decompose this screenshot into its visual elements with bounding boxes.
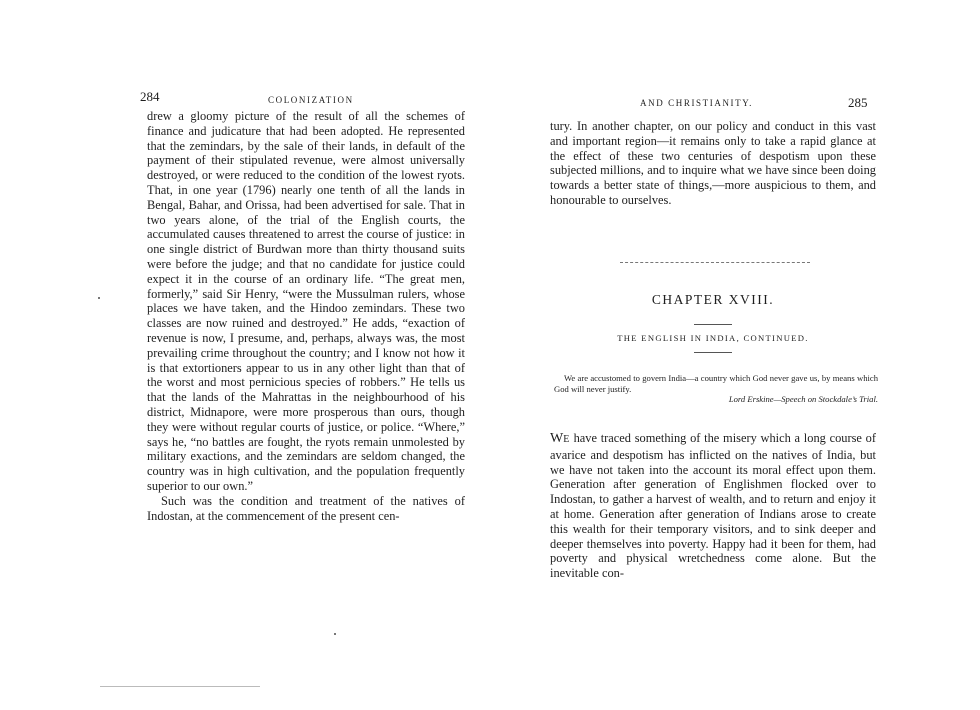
subtitle-rule	[694, 352, 732, 353]
drop-word-rest: E	[563, 434, 570, 445]
closing-paragraph	[550, 431, 876, 581]
running-head: AND CHRISTIANITY.	[640, 98, 754, 108]
scan-speck	[98, 297, 100, 299]
drop-word-initial: W	[550, 431, 564, 446]
body-text	[147, 109, 465, 523]
scan-speck	[334, 633, 336, 635]
epigraph	[554, 373, 878, 405]
paragraph: drew a gloomy picture of the result of all the schemes of finance and judicature that had been adopted. He represented that the zemindars, by the sale of their lands, in default of the payment of their stipulated revenue, were almost universally destroyed, or were reduced to the condition of the lowest ryots. That, in one year (1796) nearly one tenth of all the lands in Bengal, Bahar, and Orissa, had been advertised for sale. That in two years alone, of the trial of the English courts, the accumulated causes threatened to arrest the course of justice: in one single district of Burdwan more than thirty thousand suits were before the judge; and that no candidate for justice could expect it in the course of an ordinary life. “The great men, formerly,” said Sir Henry, “were the Mussulman rulers, whose places we have taken, and the Hindoo zemindars. These two classes are now ruined and destroyed.” He adds, “exaction of revenue is now, I presume, and, perhaps, always was, the most prevailing crime throughout the country; and I know not how it is that extortioners appear to us in any other light than that of the worst and most pernicious species of robbers.” He tells us that the lands of the Mahrattas in the neighbourhood of his district, Midnapore, were more prosperous than ours, though they were without regular courts of justice, or police. “Where,” says he, “no battles are fought, the ryots remain unmolested by military exactions, and the zemindars are seldom changed, the country was in high cultivation, and the population frequently superior to our own.”	[147, 109, 465, 493]
opening-paragraph: tury. In another chapter, on our policy and conduct in this vast and important region—it remains only to take a rapid glance at the effect of these two centuries of despotism upon these subjected millions, and to inquire what we have since been doing towards a better state of things,—more auspicious to them, and honourable to ourselves.	[550, 119, 876, 207]
running-head: COLONIZATION	[268, 95, 354, 105]
scan-mark	[100, 686, 260, 687]
chapter-subtitle: THE ENGLISH IN INDIA, CONTINUED.	[617, 333, 809, 343]
paragraph-text: have traced something of the misery which a long course of avarice and despotism has inflicted on the natives of India, but we have not taken into the account its moral effect upon them. Generation after generation of Englishmen flocked over to Indostan, to gather a harvest of wealth, and to return and enjoy it at home. Generation after generation of Indians arose to create this wealth for their temporary visitors, and to sink deeper and deeper themselves into poverty. Happy had it been for them, had poverty and physical wretchedness come alone. But the inevitable con-	[550, 431, 876, 581]
page-number: 284	[140, 89, 160, 104]
epigraph-quote: We are accustomed to govern India—a country which God never gave us, by means which God will never justify.	[554, 373, 878, 394]
page-number: 285	[848, 95, 868, 110]
epigraph-attribution: Lord Erskine—Speech on Stockdale’s Trial.	[728, 394, 878, 404]
chapter-heading: CHAPTER XVIII.	[651, 292, 775, 307]
paragraph: Such was the condition and treatment of the natives of Indostan, at the commencement of the present cen-	[147, 493, 465, 523]
heading-rule	[694, 324, 732, 325]
section-divider	[620, 262, 810, 263]
